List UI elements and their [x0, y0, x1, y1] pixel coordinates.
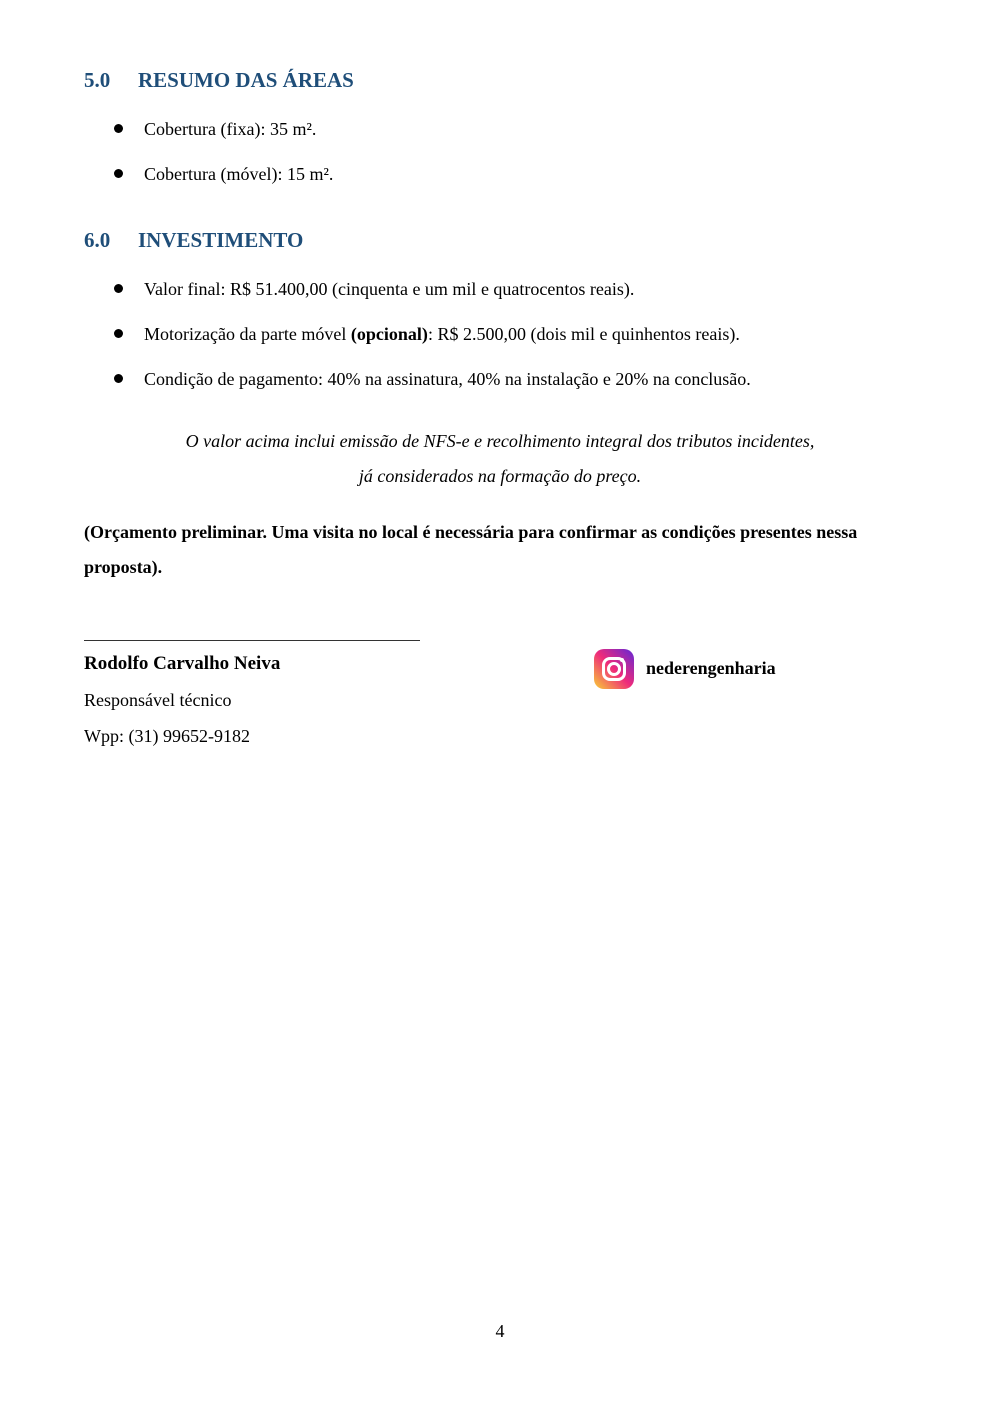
signature-line — [84, 640, 420, 641]
tax-note — [84, 424, 916, 494]
list-item — [114, 278, 634, 300]
instagram-handle: nederengenharia — [646, 658, 776, 678]
tax-note-line: já considerados na formação do preço. — [358, 466, 642, 486]
instagram-icon-lens — [607, 662, 621, 676]
section-number: 6.0 — [84, 228, 111, 252]
bullet-icon — [114, 374, 123, 383]
signer-phone: Wpp: (31) 99652-9182 — [84, 726, 250, 746]
section-title: INVESTIMENTO — [138, 228, 304, 252]
list-item-text: Valor final: R$ 51.400,00 (cinquenta e um mil e quatrocentos reais). — [144, 279, 635, 299]
page-number: 4 — [495, 1321, 505, 1341]
list-item — [114, 163, 333, 185]
list-item-text: Condição de pagamento: 40% na assinatura, 40% na instalação e 20% na conclusão. — [144, 369, 751, 389]
list-item-text: Cobertura (móvel): 15 m². — [144, 164, 334, 184]
list-item — [114, 368, 751, 390]
bullet-icon — [114, 284, 123, 293]
tax-note-line: O valor acima inclui emissão de NFS-e e recolhimento integral dos tributos incidentes, — [185, 431, 815, 451]
instagram-icon-dot — [620, 658, 624, 662]
list-item — [114, 323, 740, 345]
bullet-icon — [114, 329, 123, 338]
section-heading-areas — [84, 68, 354, 93]
bullet-icon — [114, 169, 123, 178]
signer-name: Rodolfo Carvalho Neiva — [84, 653, 281, 674]
list-item-text: Motorização da parte móvel — [144, 324, 351, 344]
list-item-text: Cobertura (fixa): 35 m². — [144, 119, 317, 139]
bullet-icon — [114, 124, 123, 133]
disclaimer: (Orçamento preliminar. Uma visita no local é necessária para confirmar as condições presentes nessa proposta). — [84, 522, 858, 577]
section-title: RESUMO DAS ÁREAS — [138, 68, 354, 92]
signer-role: Responsável técnico — [84, 690, 232, 710]
instagram-icon — [594, 649, 634, 689]
section-heading-investment — [84, 228, 303, 253]
section-number: 5.0 — [84, 68, 111, 92]
list-item — [114, 118, 316, 140]
optional-label: (opcional) — [350, 324, 428, 344]
list-item-text: : R$ 2.500,00 (dois mil e quinhentos reais). — [427, 324, 740, 344]
